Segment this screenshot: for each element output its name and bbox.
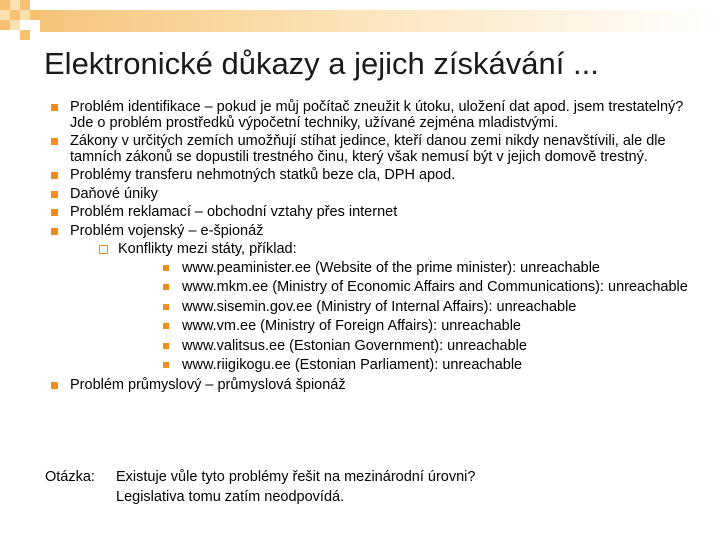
square-bullet-icon: [51, 382, 58, 389]
question-text: [116, 467, 676, 507]
list-item: [50, 378, 690, 394]
square-bullet-icon: [51, 228, 58, 235]
header-band: [40, 10, 720, 32]
bullet-text: Zákony v určitých zemích umožňují stíhat jedince, kteří danou zemi nikdy nenavštívili, ale dle tamních zákonů se dopustili trestného činu, který však nemusí být v jejich domově trestný.: [70, 133, 666, 165]
deco-square: [20, 30, 30, 40]
slide-content: [50, 100, 690, 396]
bullet-text: Problémy transferu nehmotných statků beze cla, DPH apod.: [70, 167, 456, 183]
deco-square: [30, 10, 40, 20]
bullet-text: Problém vojenský – e-špionáž: [70, 222, 264, 239]
list-item: [50, 205, 690, 221]
deco-square: [10, 20, 20, 30]
site-entry-text: www.mkm.ee (Ministry of Economic Affairs and Communications): unreachable: [182, 279, 688, 295]
question-label: Otázka:: [45, 469, 95, 485]
site-entry-text: www.peaminister.ee (Website of the prime minister): unreachable: [182, 259, 601, 276]
deco-square: [10, 10, 20, 20]
bullet-text: Daňové úniky: [70, 185, 158, 202]
deco-square: [0, 20, 10, 30]
list-item: [118, 261, 690, 277]
sub-sub-bullet-list: [118, 261, 690, 374]
list-item: [118, 339, 690, 355]
bullet-text: Problém reklamací – obchodní vztahy přes internet: [70, 204, 398, 220]
deco-square: [0, 10, 10, 20]
list-item: [50, 187, 690, 203]
list-item: [118, 358, 690, 374]
list-item: [118, 280, 690, 296]
answer-line: Legislativa tomu zatím neodpovídá.: [116, 489, 345, 505]
square-bullet-icon: [163, 362, 169, 368]
square-bullet-icon: [163, 284, 169, 290]
site-entry-text: www.valitsus.ee (Estonian Government): unreachable: [182, 337, 527, 354]
square-bullet-icon: [51, 138, 58, 145]
list-item: [50, 168, 690, 184]
list-item: [50, 100, 690, 131]
list-item: [50, 224, 690, 374]
square-bullet-icon: [163, 323, 169, 329]
slide-title: Elektronické důkazy a jejich získávání ...: [44, 46, 599, 81]
sub-bullet-text: Konflikty mezi státy, příklad:: [118, 241, 297, 257]
square-bullet-icon: [51, 172, 58, 179]
bullet-text: Problém identifikace – pokud je můj počítač zneužit k útoku, uložení dat apod. jsem trestatelný? Jde o problém prostředků výpočetní techniky, užívané zejména mladistvými.: [70, 99, 684, 131]
header-decoration: [0, 0, 720, 40]
sub-bullet-list: [70, 242, 690, 374]
list-item: [50, 134, 690, 165]
site-entry-text: www.sisemin.gov.ee (Ministry of Internal Affairs): unreachable: [182, 298, 577, 315]
site-entry-text: www.riigikogu.ee (Estonian Parliament): unreachable: [182, 357, 523, 373]
hollow-square-bullet-icon: [99, 245, 108, 254]
square-bullet-icon: [51, 209, 58, 216]
bullet-list: [50, 100, 690, 393]
deco-square: [10, 0, 20, 10]
list-item: [70, 242, 690, 374]
square-bullet-icon: [163, 265, 169, 271]
square-bullet-icon: [51, 104, 58, 111]
square-bullet-icon: [51, 191, 58, 198]
deco-square: [0, 0, 10, 10]
site-entry-text: www.vm.ee (Ministry of Foreign Affairs): unreachable: [182, 318, 522, 334]
bullet-text: Problém průmyslový – průmyslová špionáž: [70, 376, 346, 393]
square-bullet-icon: [163, 304, 169, 310]
list-item: [118, 300, 690, 316]
deco-square: [20, 0, 30, 10]
question-line: Existuje vůle tyto problémy řešit na mezinárodní úrovni?: [116, 469, 476, 485]
list-item: [118, 319, 690, 335]
deco-square: [20, 10, 30, 20]
square-bullet-icon: [163, 343, 169, 349]
